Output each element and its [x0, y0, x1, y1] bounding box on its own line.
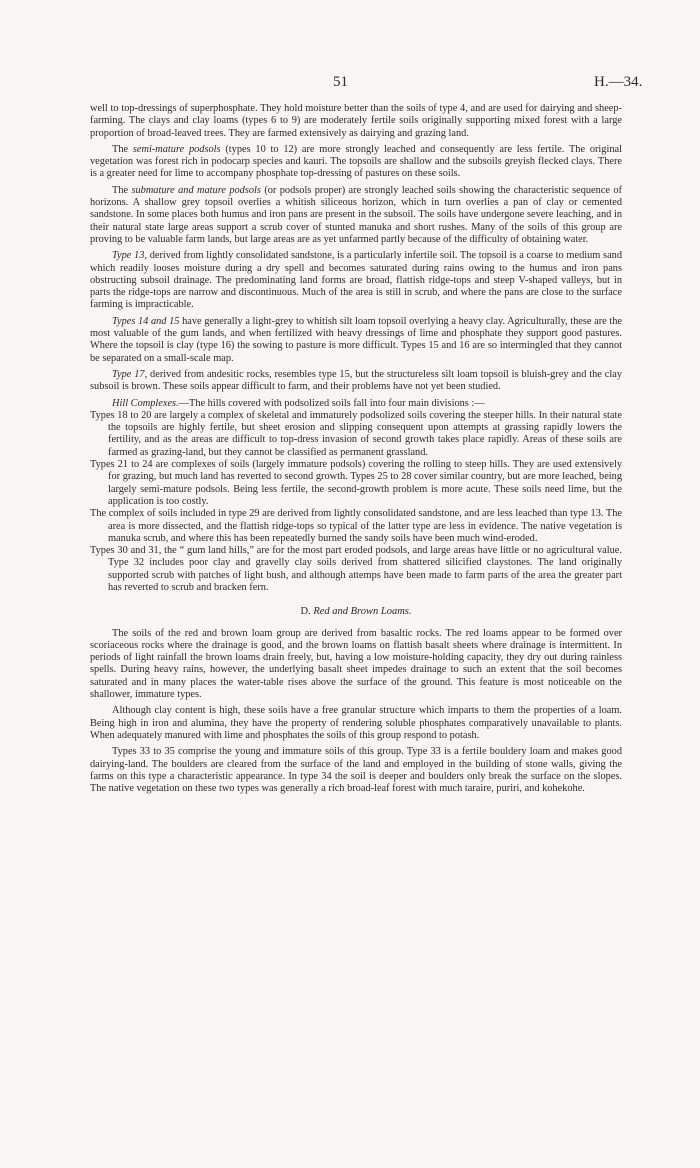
- paragraph: [90, 705, 622, 742]
- paragraph: [90, 250, 622, 311]
- paragraph-text: Types 18 to 20 are largely a complex of skeletal and immaturely podsolized soils covering the steeper hills. In their natural state the topsoils are highly fertile, but sheet erosion and slipping consequent upon attempts at grassing rapidly lowers the fertility, and as the areas are difficult to top-dress invasion of second growth takes place rapidly. Areas of these soils are farmed as grazing-land, but they cannot be classified as permanent grassland.: [90, 409, 622, 458]
- paragraph-prefix: The: [112, 143, 133, 155]
- paragraph: [90, 398, 622, 410]
- list-paragraph: [90, 410, 622, 459]
- paragraph-text: (or podsols proper) are strongly leached soils showing the characteristic sequence of horizons. A shallow grey topsoil overlies a whitish siliceous horizon, which in turn overlies a pan of clay or cemented sandstone. In some places both humus and iron pans are present in the subsoil. The soils have undergone severe leaching, and in their natural state large areas support a scrub cover of stunted manuka and short rushes. Many of the soils of this group are proving to be valuable farm lands, but large areas are as yet unfarmed partly because of the difficulty of obtaining water.: [90, 184, 622, 245]
- page-number: 51: [333, 74, 348, 90]
- italic-lead: Type 17,: [112, 368, 148, 380]
- paragraph-text: derived from andesitic rocks, resembles type 15, but the structureless silt loam topsoil is bluish-grey and the clay subsoil is brown. These soils appear difficult to farm, and their problems have not yet been studied.: [90, 368, 623, 393]
- paragraph-text: Types 30 and 31, the “ gum land hills,” are for the most part eroded podsols, and large areas have little or no agricultural value. Type 32 includes poor clay and gravelly clay soils derived from shattered silicified claystones. The land originally supported scrub with patches of light bush, and although attemps have been made to farm parts of the area the greater part has reverted to scrub and bracken fern.: [90, 545, 622, 593]
- italic-lead: Hill Complexes.: [112, 397, 179, 409]
- paragraph-text: Types 21 to 24 are complexes of soils (largely immature podsols) covering the rolling to steep hills. They are used extensively for grazing, but much land has reverted to second growth. Types 25 to 28 cover similar country, but are more leached, being largely semi-mature podsols. Being less fertile, the second-growth problem is more acute. These soils need lime, but the application is too costly.: [90, 459, 622, 507]
- list-paragraph: [90, 459, 622, 508]
- paragraph-text: well to top-dressings of superphosphate. They hold moisture better than the soils of type 4, and are used for dairying and sheep-farming. The clays and clay loams (types 6 to 9) are moderately fertile soils originally supporting mixed forest with a large proportion of broad-leaved trees. They are farmed extensively as dairying and grazing land.: [90, 103, 622, 139]
- section-heading: [90, 606, 622, 618]
- body-text: [90, 103, 622, 795]
- paragraph: [90, 369, 622, 394]
- list-paragraph: [90, 545, 622, 594]
- paragraph-prefix: The: [112, 184, 132, 196]
- italic-lead: submature and mature podsols: [131, 184, 261, 196]
- paragraph-text: derived from lightly consolidated sandstone, is a particularly infertile soil. The topsoil is a coarse to medium sand which readily looses moisture during a dry spell and becomes saturated during rains owing to the humus and iron pans obstructing subsoil drainage. The predominating land forms are broad, flattish ridge-tops and steep V-shaped valleys, but in parts the ridge-tops are narrow and discontinuous. Much of the area is still in scrub, and where the pans are close to the surface farming is impracticable.: [90, 250, 623, 311]
- paragraph-text: have generally a light-grey to whitish silt loam topsoil overlying a heavy clay. Agriculturally, these are the most valuable of the gum lands, and when fertilized with heavy dressings of lime and phosphate they support good pastures. Where the topsoil is clay (type 16) the sowing to pasture is more difficult. Types 15 and 16 are so intermingled that they cannot be separated on a small-scale map.: [90, 315, 622, 364]
- page-header: [0, 74, 700, 94]
- italic-lead: semi-mature podsols: [132, 143, 221, 155]
- paragraph-text: —The hills covered with podsolized soils fall into four main divisions :—: [178, 397, 485, 409]
- paragraph: [90, 746, 622, 795]
- paragraph-prefix: D.: [300, 606, 314, 618]
- paragraph-text: (types 10 to 12) are more strongly leached and consequently are less fertile. The original vegetation was forest rich in podocarp species and kauri. The topsoils are shallow and the subsoils greyish flecked clays. There is a greater need for lime to accompany phosphate top-dressing of pastures on these soils.: [90, 143, 622, 180]
- italic-lead: Type 13,: [112, 250, 147, 262]
- paragraph: [90, 185, 622, 246]
- paragraph-text: Although clay content is high, these soils have a free granular structure which imparts to them the properties of a loam. Being high in iron and alumina, they have the property of rendering soluble phosphates comparatively unavailable to plants. When adequately manured with lime and phosphates the soils of this group respond to potash.: [90, 705, 622, 741]
- italic-lead: Red and Brown Loams.: [313, 606, 412, 618]
- paragraph-text: The complex of soils included in type 29 are derived from lightly consolidated sandstone, and are less leached than type 13. The area is more dissected, and the flattish ridge-tops so typical of the latter type are less in evidence. The native vegetation is manuka scrub, and where this has been repeatedly burned the sandy soils have been much wind-eroded.: [90, 508, 622, 544]
- paragraph-text: The soils of the red and brown loam group are derived from basaltic rocks. The red loams appear to be formed over scoriaceous rocks where the drainage is good, and the brown loams on flattish basalt sheets where drainage is intermittent. In periods of light rainfall the brown loams drain freely, but, having a low moisture-holding capacity, they dry out during rainless spells. During heavy rains, however, the underlying basalt sheet impedes drainage to such an extent that the soil becomes saturated and in many places the water-table rises above the surface of the ground. This feature is most noticeable on the shallower, immature types.: [90, 627, 622, 701]
- paragraph-text: Types 33 to 35 comprise the young and immature soils of this group. Type 33 is a fertile bouldery loam and makes good dairying-land. The boulders are cleared from the surface of the land and employed in the building of stone walls, giving the farms on this type a characteristic appearance. In type 34 the soil is deeper and boulders only break the surface on the slopes. The native vegetation on these two types was generally a rich broad-leaf forest with much taraire, puriri, and kohekohe.: [90, 746, 622, 795]
- paragraph: [90, 316, 622, 365]
- paragraph: [90, 628, 622, 702]
- paragraph: [90, 144, 622, 181]
- list-paragraph: [90, 508, 622, 545]
- document-reference: H.—34.: [594, 74, 643, 90]
- paragraph: [90, 103, 622, 140]
- italic-lead: Types 14 and 15: [112, 315, 180, 327]
